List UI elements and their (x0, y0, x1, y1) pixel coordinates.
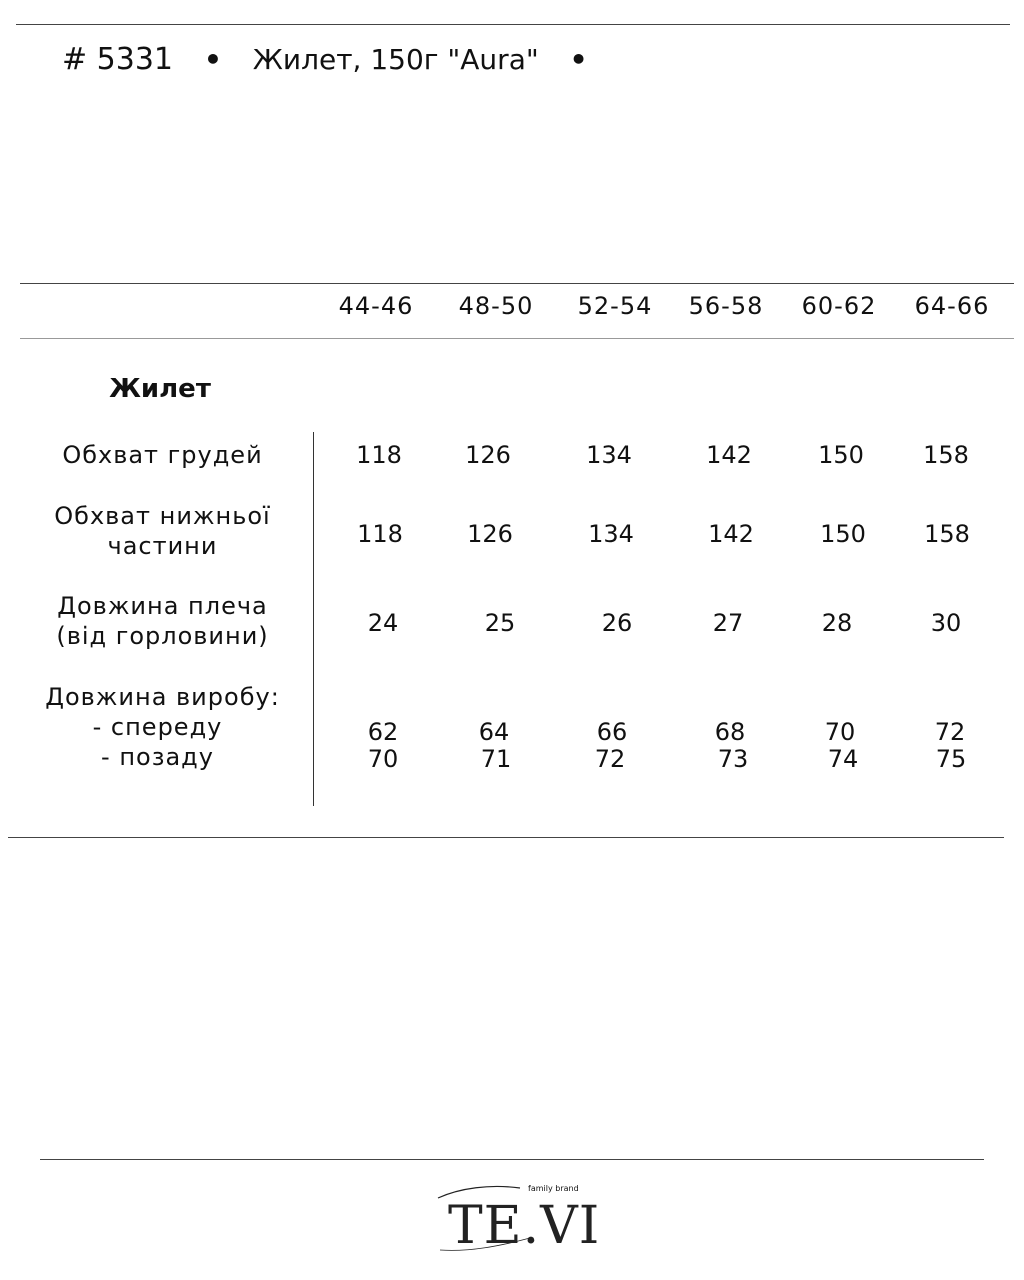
table-cell: 26 (601, 609, 633, 637)
table-cell: 28 (821, 609, 853, 637)
table-cell: 118 (356, 441, 402, 469)
table-cell: 158 (924, 520, 970, 548)
product-code: # 5331 (62, 42, 174, 77)
table-top-rule (20, 283, 1014, 284)
row-label-shoulder (20, 591, 305, 651)
table-cell-back: 71 (480, 745, 512, 773)
table-cell: 150 (820, 520, 866, 548)
table-cell: 134 (586, 441, 632, 469)
row-label-line: - позаду (101, 743, 214, 771)
table-cell-back: 75 (935, 745, 967, 773)
table-cell: 150 (818, 441, 864, 469)
table-header-rule (20, 338, 1014, 339)
table-cell: 27 (712, 609, 744, 637)
row-label-length (20, 682, 305, 772)
footer-rule (40, 1159, 984, 1160)
product-title (62, 42, 610, 77)
row-label-line: Обхват грудей (62, 441, 263, 469)
separator-dot: • (569, 43, 588, 76)
column-divider (313, 432, 314, 806)
size-header: 44-46 (338, 292, 414, 320)
section-title: Жилет (109, 374, 211, 404)
table-cell: 142 (706, 441, 752, 469)
table-cell-front: 64 (478, 718, 510, 746)
table-cell-front: 70 (824, 718, 856, 746)
table-cell-back: 72 (594, 745, 626, 773)
table-cell: 30 (930, 609, 962, 637)
table-cell: 25 (484, 609, 516, 637)
table-cell-front: 72 (934, 718, 966, 746)
table-cell-back: 70 (367, 745, 399, 773)
table-cell: 126 (465, 441, 511, 469)
row-label-lower-girth (20, 501, 305, 561)
table-cell-front: 62 (367, 718, 399, 746)
table-cell-back: 73 (717, 745, 749, 773)
row-label-line: Довжина плеча (57, 592, 268, 620)
table-cell: 118 (357, 520, 403, 548)
product-name: Жилет, 150г "Aura" (252, 43, 539, 76)
logo-tagline: family brand (528, 1184, 579, 1193)
row-label-line: (від горловини) (56, 622, 269, 650)
logo-wordmark: TE.VI (448, 1196, 601, 1256)
row-label-chest (20, 440, 305, 470)
row-label-line: частини (107, 532, 218, 560)
table-cell-front: 66 (596, 718, 628, 746)
size-header: 60-62 (801, 292, 877, 320)
row-label-line: - спереду (92, 713, 223, 741)
size-header: 48-50 (458, 292, 534, 320)
table-cell: 142 (708, 520, 754, 548)
table-cell: 134 (588, 520, 634, 548)
table-cell-back: 74 (827, 745, 859, 773)
size-header: 64-66 (914, 292, 990, 320)
row-label-line: Довжина виробу: (45, 683, 280, 711)
size-header: 56-58 (688, 292, 764, 320)
top-rule (16, 24, 1010, 25)
table-cell-front: 68 (714, 718, 746, 746)
table-bottom-rule (8, 837, 1004, 838)
table-cell: 126 (467, 520, 513, 548)
table-cell: 158 (923, 441, 969, 469)
row-label-line: Обхват нижньої (54, 502, 271, 530)
size-header: 52-54 (577, 292, 653, 320)
table-cell: 24 (367, 609, 399, 637)
separator-dot: • (203, 43, 222, 76)
